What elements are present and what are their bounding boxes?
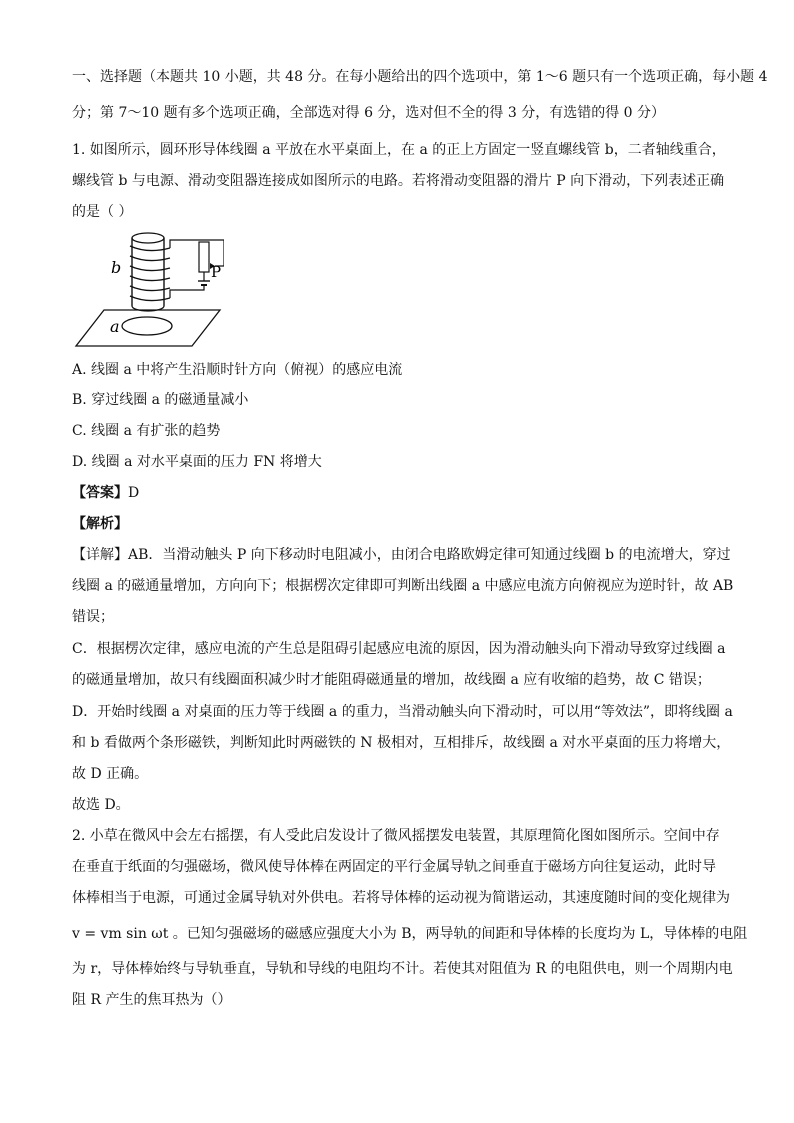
analysis-line-5: 的磁通量增加，故只有线圈面积减少时才能阻碍磁通量的增加，故线圈 a 应有收缩的趋势，故 C 错误；	[72, 672, 711, 688]
analysis-line-7: 和 b 看做两个条形磁铁，判断知此时两磁铁的 N 极相对，互相排斥，故线圈 a 对水平桌面的压力将增大，	[72, 735, 731, 751]
q1-option-c: C. 线圈 a 有扩张的趋势	[72, 423, 221, 439]
q1-stem-line-3: 的是（ ）	[72, 204, 133, 220]
section-header-line-2: 分；第 7～10 题有多个选项正确，全部选对得 6 分，选对但不全的得 3 分，有选错的得 0 分）	[72, 105, 666, 121]
q1-stem-line-2: 螺线管 b 与电源、滑动变阻器连接成如图所示的电路。若将滑动变阻器的滑片 P 向下滑动，下列表述正确	[72, 173, 725, 189]
analysis-line-3: 错误；	[72, 609, 114, 625]
q1-answer	[72, 483, 139, 503]
analysis-line-1: 【详解】AB．当滑动触头 P 向下移动时电阻减小，由闭合电路欧姆定律可知通过线圈 b 的电流增大，穿过	[72, 547, 731, 563]
label-a: a	[110, 317, 120, 336]
q1-option-a: A. 线圈 a 中将产生沿顺时针方向（俯视）的感应电流	[72, 362, 403, 378]
analysis-line-2: 线圈 a 的磁通量增加，方向向下；根据楞次定律即可判断出线圈 a 中感应电流方向俯视应为逆时针，故 AB	[72, 578, 734, 594]
table-surface	[76, 310, 220, 346]
label-p: P	[211, 263, 222, 281]
section-header-line-1: 一、选择题（本题共 10 小题，共 48 分。在每小题给出的四个选项中，第 1～6 题只有一个选项正确，每小题 4	[72, 69, 768, 85]
q1-option-b: B. 穿过线圈 a 的磁通量减小	[72, 392, 249, 408]
analysis-line-6: D．开始时线圈 a 对桌面的压力等于线圈 a 的重力，当滑动触头向下滑动时，可以用“等效法”，即将线圈 a	[72, 704, 733, 720]
solenoid-top-cap	[132, 233, 164, 243]
q2-stem-line-5: 为 r，导体棒始终与导轨垂直，导轨和导线的电阻均不计。若使其对阻值为 R 的电阻供电，则一个周期内电	[72, 961, 733, 977]
q1-option-d: D. 线圈 a 对水平桌面的压力 FN 将增大	[72, 454, 322, 470]
q1-stem-line-1: 1. 如图所示，圆环形导体线圈 a 平放在水平桌面上，在 a 的正上方固定一竖直螺线管 b，二者轴线重合，	[72, 142, 726, 158]
q2-stem-line-6: 阻 R 产生的焦耳热为（）	[72, 992, 232, 1008]
solenoid-coil-diagram	[74, 228, 224, 350]
rheostat	[199, 242, 209, 272]
q2-stem-line-1: 2. 小草在微风中会左右摇摆，有人受此启发设计了微风摇摆发电装置，其原理简化图如图所示。空间中存	[72, 828, 720, 844]
q2-stem-line-2: 在垂直于纸面的匀强磁场，微风使导体棒在两固定的平行金属导轨之间垂直于磁场方向往复运动，此时导	[72, 859, 716, 875]
analysis-line-8: 故 D 正确。	[72, 766, 149, 782]
analysis-label: 【解析】	[72, 516, 128, 532]
analysis-line-4: C．根据楞次定律，感应电流的产生总是阻碍引起感应电流的原因，因为滑动触头向下滑动导致穿过线圈 a	[72, 641, 726, 657]
q2-stem-line-4: v = vm sin ωt 。已知匀强磁场的磁感应强度大小为 B，两导轨的间距和导体棒的长度均为 L，导体棒的电阻	[72, 926, 748, 942]
analysis-line-9: 故选 D。	[72, 797, 130, 813]
coil-a-ring	[122, 317, 172, 335]
label-b: b	[111, 258, 122, 277]
answer-label: 【答案】	[72, 485, 128, 501]
q2-stem-line-3: 体棒相当于电源，可通过金属导轨对外供电。若将导体棒的运动视为简谐运动，其速度随时间的变化规律为	[72, 890, 730, 906]
answer-value: D	[128, 485, 140, 501]
